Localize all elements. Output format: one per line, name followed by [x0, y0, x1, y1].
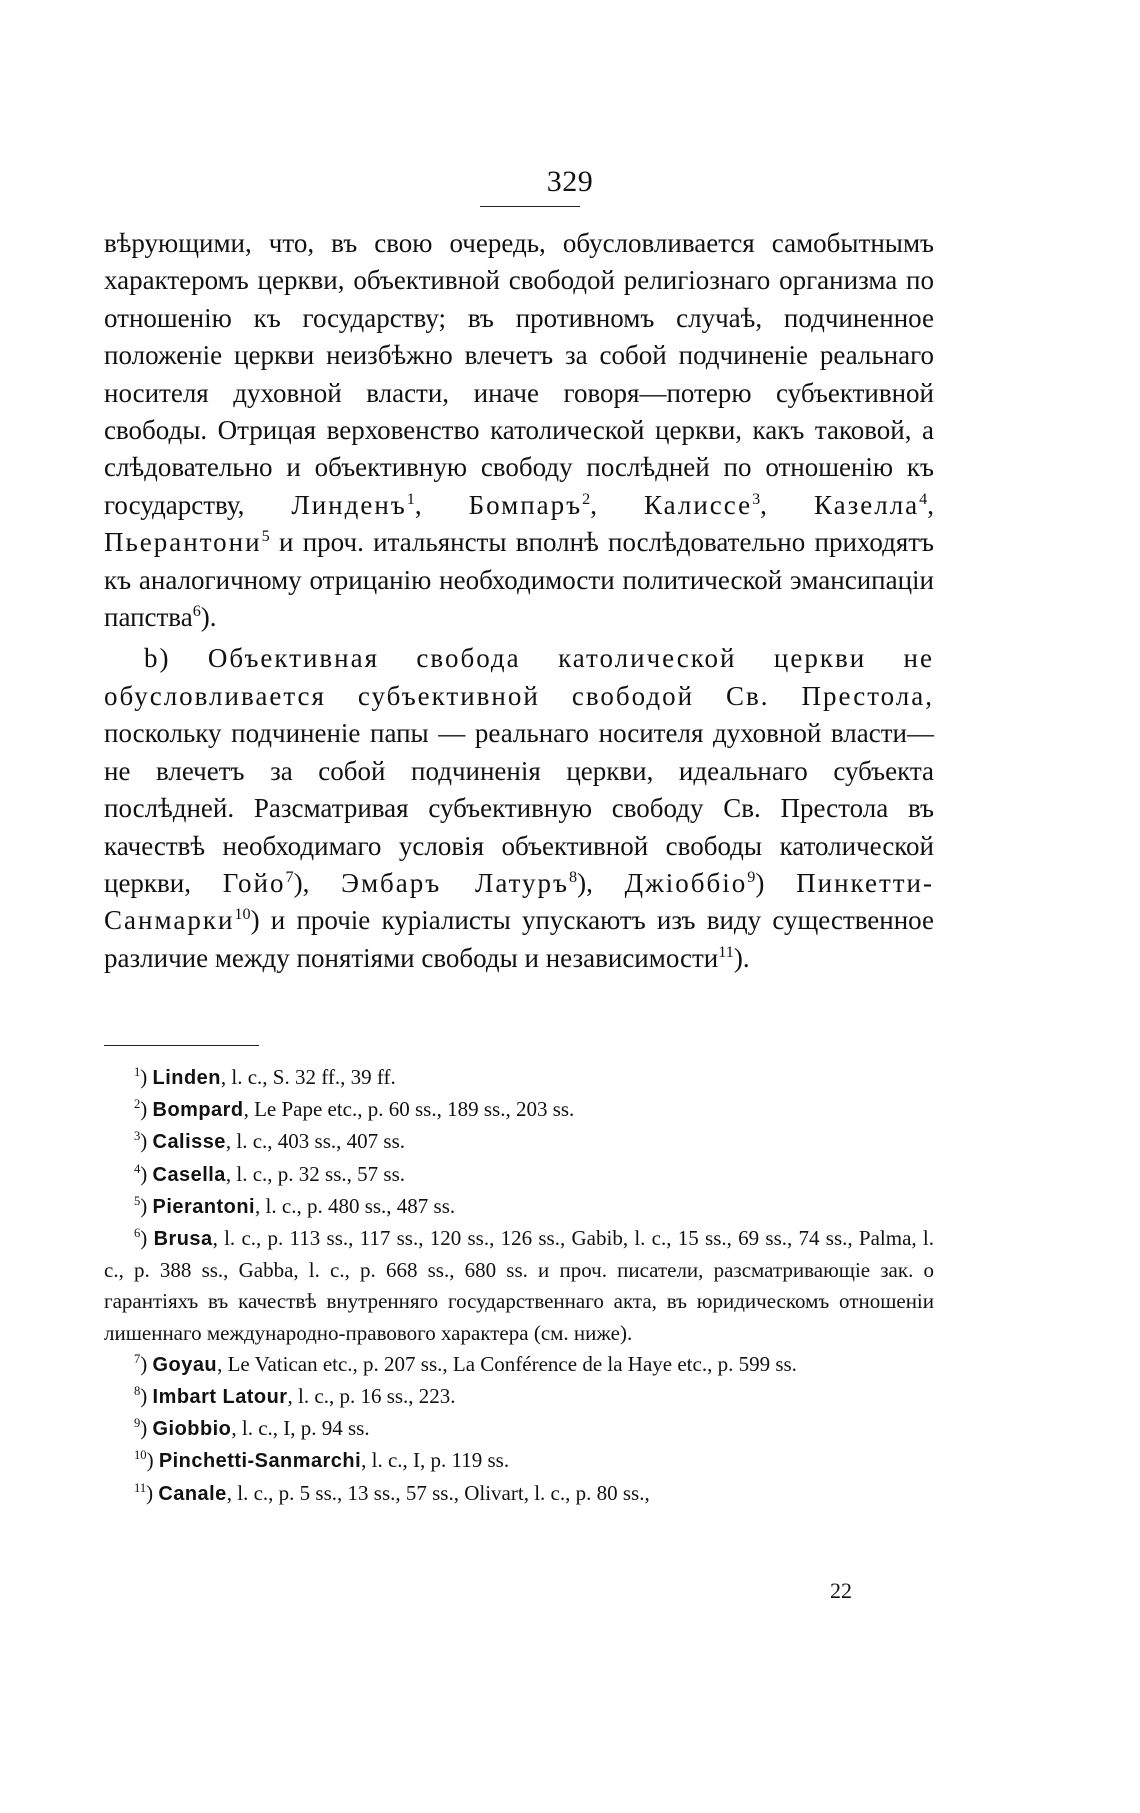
footnote-mark: 8 — [134, 1384, 141, 1399]
footnote-author: Calisse — [152, 1131, 226, 1154]
paragraph-1-tail: и проч. итальянсты вполнѣ послѣдовательно приходятъ къ аналогичному отрицанію необходимости политической эмансипаціи папства — [104, 527, 935, 633]
name-goyau: Гойо — [222, 867, 286, 898]
name-pierantoni: Пьерантони — [104, 527, 262, 558]
footnote-9: $^9$) Giobbio, l. c., I, p. 94 ss. — [134, 1416, 370, 1441]
footnote-mark: 5 — [134, 1193, 141, 1208]
note-ref-9: 9 — [747, 867, 756, 886]
footnote-author: Casella — [152, 1163, 226, 1186]
note-ref-7: 7 — [285, 867, 294, 886]
footnote-7: $^7$) Goyau, Le Vatican etc., p. 207 ss., La Conférence de la Haye etc., p. 599 ss. — [134, 1351, 797, 1376]
paragraph-2-text: поскольку подчиненіе папы — реальнаго носителя духовной власти—не влечетъ за собой подчиненія церкви, идеальнаго субъекта послѣдней. Разсматривая субъективную свободу Св. Престола въ качествѣ необходимаго условія объективной свободы католической церкви, — [104, 718, 934, 898]
name-giobbio: Джіоббіо — [624, 867, 748, 898]
note-ref-8: 8 — [569, 867, 578, 886]
footnote-author: Canale — [158, 1482, 227, 1505]
footnote-2: $^2$) Bompard, Le Pape etc., p. 60 ss., 189 ss., 203 ss. — [134, 1097, 575, 1122]
footnote-mark: 10 — [134, 1448, 147, 1463]
note-ref-3: 3 — [752, 489, 761, 508]
footnotes — [104, 1062, 934, 1510]
paragraph-2: b) Объективная свобода католической церкви не обусловливается субъективной свободой Св. Престола, поскольку подчиненіе папы — реальнаго носителя духовной власти—не влечетъ за собой подчиненія церкви, идеальнаго субъекта послѣдней. Разсматривая субъективную свободу Св. Престола въ качествѣ необходимаго условія объективной свободы католической церкви, Гойо$^7$), Эмбаръ Латуръ$^8$), Джіоббіо$^9$) Пинкетти-Санмарки$^{10}$) и прочіе куріалисты упускаютъ изъ виду существенное различие между понятіями свободы и независимости$^{11}$). — [104, 643, 934, 973]
page-number: 329 — [546, 165, 594, 198]
footnote-mark: 4 — [134, 1161, 141, 1176]
footnote-text: , l. c., p. 5 ss., 13 ss., 57 ss., Olivart, l. c., p. 80 ss., — [226, 1480, 650, 1505]
paragraph-1-text: вѣрующими, что, въ свою очередь, обусловливается самобытнымъ характеромъ церкви, объективной свободой религіознаго организма по отношенію къ государству; въ противномъ случаѣ, подчиненное положеніе церкви неизбѣжно влечетъ за собой подчиненіе реальнаго носителя духовной власти, иначе говоря—потерю субъективной свободы. Отрицая верховенство католической церкви, какъ таковой, а слѣдовательно и объективную свободу послѣдней по отношенію къ государству, — [104, 228, 934, 520]
footnote-author: Giobbio — [152, 1418, 232, 1441]
footnote-author: Pinchetti-Sanmarchi — [158, 1450, 362, 1473]
footnote-mark: 3 — [134, 1129, 141, 1144]
footnote-text: , Le Vatican etc., p. 207 ss., La Conférence de la Haye etc., p. 599 ss. — [217, 1351, 797, 1376]
paragraph-2-lead: b) Объективная свобода католической церкви не обусловливается субъективной свободой Св. Престола, — [104, 643, 934, 711]
footnote-mark: 6 — [134, 1226, 141, 1241]
footnote-1: $^1$) Linden, l. c., S. 32 ff., 39 ff. — [134, 1065, 396, 1089]
footnote-10: $^{10}$) Pinchetti-Sanmarchi, l. c., I, p. 119 ss. — [134, 1448, 510, 1473]
paragraph-1: вѣрующими, что, въ свою очередь, обусловливается самобытнымъ характеромъ церкви, объективной свободой религіознаго организма по отношенію къ государству; въ противномъ случаѣ, подчиненное положеніе церкви неизбѣжно влечетъ за собой подчиненіе реальнаго носителя духовной власти, иначе говоря—потерю субъективной свободы. Отрицая верховенство католической церкви, какъ таковой, а слѣдовательно и объективную свободу послѣдней по отношенію къ государству, Линденъ$^1$, Бомпаръ$^2$, Калиссе$^3$, Казелла$^4$, Пьерантони$^5$ и проч. итальянсты вполнѣ послѣдовательно приходятъ къ аналогичному отрицанію необходимости политической эмансипаціи папства$^6$). — [104, 228, 935, 633]
note-ref-4: 4 — [919, 489, 928, 508]
footnote-author: Brusa — [153, 1228, 213, 1251]
footnote-text: , Le Pape etc., p. 60 ss., 189 ss., 203 ss. — [243, 1097, 575, 1122]
footnote-author: Imbart Latour — [152, 1386, 288, 1409]
footnote-separator — [104, 1045, 259, 1046]
footnote-6: $^6$) Brusa, l. c., p. 113 ss., 117 ss., 120 ss., 126 ss., Gabib, l. c., 15 ss., 69 ss., 74 ss., Palma, l. c., p. 388 ss., Gabba, l. c., p. 668 ss., 680 ss. и проч. писатели, разсматривающіе зак. о гарантіяхъ въ качествѣ внутренняго государственнаго акта, въ юридическомъ отношеніи лишеннаго международно-правового характера (см. ниже). — [104, 1226, 934, 1345]
footnote-author: Bompard — [152, 1099, 244, 1122]
note-ref-10: 10 — [234, 905, 251, 924]
note-ref-11: 11 — [718, 942, 734, 961]
footnote-11: $^{11}$) Canale, l. c., p. 5 ss., 13 ss., 57 ss., Olivart, l. c., p. 80 ss., — [134, 1480, 650, 1505]
footnote-mark: 1 — [134, 1065, 141, 1079]
footnote-mark: 11 — [134, 1480, 147, 1495]
footnote-text: , l. c., p. 480 ss., 487 ss. — [255, 1193, 456, 1218]
paragraph-2-tail: и прочіе куріалисты упускаютъ изъ виду существенное различие между понятіями свободы и независимости — [104, 905, 934, 973]
footnote-author: Goyau — [152, 1353, 218, 1376]
note-ref-2: 2 — [582, 489, 591, 508]
footnote-8: $^8$) Imbart Latour, l. c., p. 16 ss., 223. — [134, 1384, 456, 1409]
note-ref-6: 6 — [192, 602, 201, 621]
name-casella: Казелла — [813, 489, 920, 520]
footnote-text: , l. c., p. 16 ss., 223. — [287, 1384, 456, 1409]
header-rule — [480, 206, 580, 207]
footnote-text: , l. c., p. 32 ss., 57 ss. — [225, 1161, 405, 1186]
footnote-text: , l. c., p. 113 ss., 117 ss., 120 ss., 126 ss., Gabib, l. c., 15 ss., 69 ss., 74 ss., Palma, l. c., p. 388 ss., Gabba, l. c., p. 668 ss., 680 ss. и проч. писатели, разсматривающіе зак. о гарантіяхъ въ качествѣ внутренняго государственнаго акта, въ юридическомъ отношеніи лишеннаго международно-правового характера (см. ниже). — [104, 1226, 934, 1345]
footnote-text: , l. c., I, p. 94 ss. — [231, 1416, 370, 1441]
footnote-text: , l. c., I, p. 119 ss. — [361, 1448, 510, 1473]
footnote-4: $^4$) Casella, l. c., p. 32 ss., 57 ss. — [134, 1161, 405, 1186]
footnote-mark: 2 — [134, 1097, 141, 1112]
footnote-3: $^3$) Calisse, l. c., 403 ss., 407 ss. — [134, 1129, 405, 1154]
footnote-mark: 9 — [134, 1416, 141, 1431]
footnote-author: Pierantoni — [152, 1195, 256, 1218]
footnote-5: $^5$) Pierantoni, l. c., p. 480 ss., 487 ss. — [134, 1193, 456, 1218]
name-pinchetti: Пинкетти-Санмарки — [104, 867, 934, 936]
footnote-text: , l. c., 403 ss., 407 ss. — [225, 1129, 405, 1154]
main-text — [104, 225, 934, 977]
name-imbart: Эмбаръ Латуръ — [341, 867, 570, 898]
note-ref-1: 1 — [406, 489, 415, 508]
signature-mark: 22 — [830, 1578, 852, 1603]
name-linden: Линденъ — [291, 489, 407, 520]
name-calisse: Калиссе — [644, 489, 753, 520]
footnote-text: , l. c., S. 32 ff., 39 ff. — [220, 1065, 396, 1089]
note-ref-5: 5 — [261, 527, 270, 546]
name-bompar: Бомпаръ — [468, 489, 583, 520]
footnote-mark: 7 — [134, 1351, 141, 1366]
footnote-author: Linden — [152, 1067, 221, 1089]
